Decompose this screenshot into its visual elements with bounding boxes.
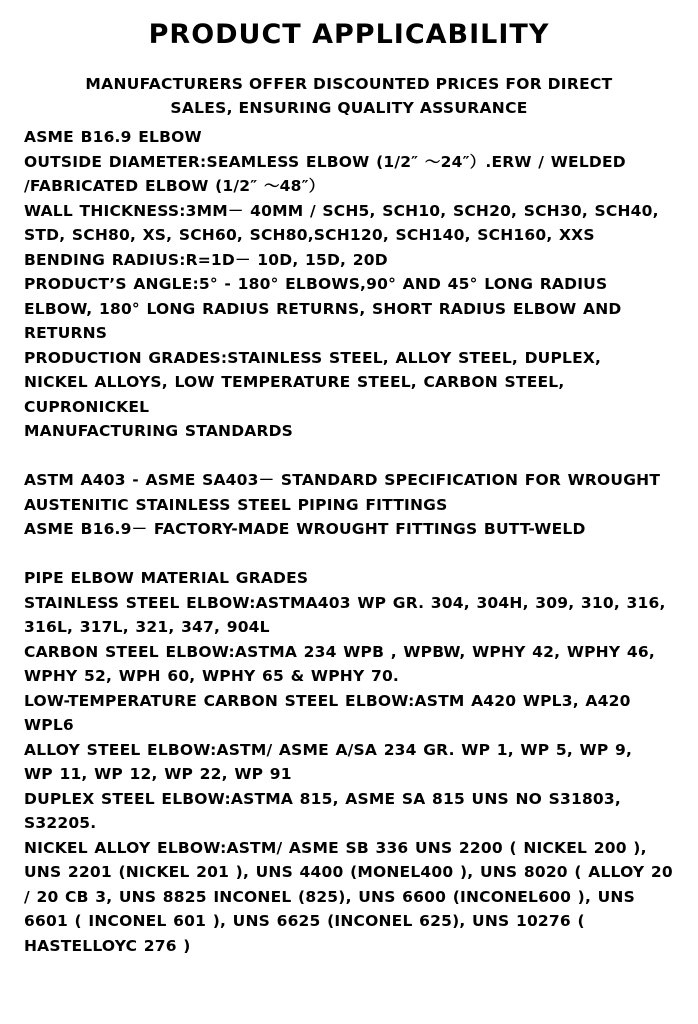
production-grades-line: NICKEL ALLOYS, LOW TEMPERATURE STEEL, CARBON STEEL,	[24, 373, 565, 391]
material-section	[24, 566, 676, 958]
angle-line: PRODUCT’S ANGLE:5° - 180° ELBOWS,90° AND 45° LONG RADIUS	[24, 275, 608, 293]
nickel-line: 6601 ( INCONEL 601 ), UNS 6625 (INCONEL 625), UNS 10276 (	[24, 912, 585, 930]
alloy-line: ALLOY STEEL ELBOW:ASTM/ ASME A/SA 234 GR. WP 1, WP 5, WP 9,	[24, 740, 633, 759]
production-grades-line: PRODUCTION GRADES:STAINLESS STEEL, ALLOY STEEL, DUPLEX,	[24, 348, 602, 367]
subtitle-line: MANUFACTURERS OFFER DISCOUNTED PRICES FOR DIRECT	[85, 75, 613, 93]
material-heading: PIPE ELBOW MATERIAL GRADES	[24, 569, 309, 587]
low-temp-line: LOW-TEMPERATURE CARBON STEEL ELBOW:ASTM A420 WPL3, A420	[24, 691, 631, 710]
low-temp-line: WPL6	[24, 716, 74, 734]
nickel-line: UNS 2201 (NICKEL 201 ), UNS 4400 (MONEL400 ), UNS 8020 ( ALLOY 20	[24, 863, 673, 881]
page-subtitle	[40, 72, 658, 120]
astm-standard-line: ASTM A403 - ASME SA403－ STANDARD SPECIFICATION FOR WROUGHT	[24, 471, 661, 489]
angle-line: ELBOW, 180° LONG RADIUS RETURNS, SHORT RADIUS ELBOW AND	[24, 299, 622, 318]
alloy-line: WP 11, WP 12, WP 22, WP 91	[24, 765, 292, 783]
bending-radius-line: BENDING RADIUS:R=1D－ 10D, 15D, 20D	[24, 250, 388, 269]
subtitle-line: SALES, ENSURING QUALITY ASSURANCE	[170, 99, 528, 117]
spec-heading: ASME B16.9 ELBOW	[24, 128, 202, 146]
duplex-line: S32205.	[24, 814, 97, 832]
wall-thickness-line: WALL THICKNESS:3MM－ 40MM / SCH5, SCH10, SCH20, SCH30, SCH40,	[24, 201, 659, 220]
production-grades-line: CUPRONICKEL	[24, 397, 150, 416]
stainless-line: STAINLESS STEEL ELBOW:ASTMA403 WP GR. 304, 304H, 309, 310, 316,	[24, 593, 666, 612]
carbon-line: WPHY 52, WPH 60, WPHY 65 & WPHY 70.	[24, 667, 400, 685]
duplex-line: DUPLEX STEEL ELBOW:ASTMA 815, ASME SA 815 UNS NO S31803,	[24, 789, 621, 808]
astm-standard-line: AUSTENITIC STAINLESS STEEL PIPING FITTINGS	[24, 495, 448, 514]
angle-line: RETURNS	[24, 324, 108, 342]
section-gap	[24, 444, 676, 469]
document-body	[24, 125, 676, 958]
asme-standard-line: ASME B16.9－ FACTORY-MADE WROUGHT FITTINGS BUTT-WELD	[24, 520, 586, 538]
nickel-line: HASTELLOYC 276 )	[24, 936, 191, 955]
standards-section	[24, 468, 676, 542]
outside-diameter-line: /FABRICATED ELBOW (1/2″ ～48″）	[24, 177, 325, 195]
nickel-line: NICKEL ALLOY ELBOW:ASTM/ ASME SB 336 UNS 2200 ( NICKEL 200 ),	[24, 838, 647, 857]
manufacturing-standards-heading: MANUFACTURING STANDARDS	[24, 422, 294, 440]
stainless-line: 316L, 317L, 321, 347, 904L	[24, 618, 270, 636]
carbon-line: CARBON STEEL ELBOW:ASTMA 234 WPB , WPBW, WPHY 42, WPHY 46,	[24, 642, 655, 661]
outside-diameter-line: OUTSIDE DIAMETER:SEAMLESS ELBOW (1/2″ ～24″）.ERW / WELDED	[24, 152, 626, 171]
page-title: PRODUCT APPLICABILITY	[148, 19, 550, 50]
spec-section	[24, 125, 676, 444]
nickel-line: / 20 CB 3, UNS 8825 INCONEL (825), UNS 6600 (INCONEL600 ), UNS	[24, 887, 635, 906]
section-gap	[24, 542, 676, 567]
wall-thickness-line: STD, SCH80, XS, SCH60, SCH80,SCH120, SCH140, SCH160, XXS	[24, 226, 595, 244]
